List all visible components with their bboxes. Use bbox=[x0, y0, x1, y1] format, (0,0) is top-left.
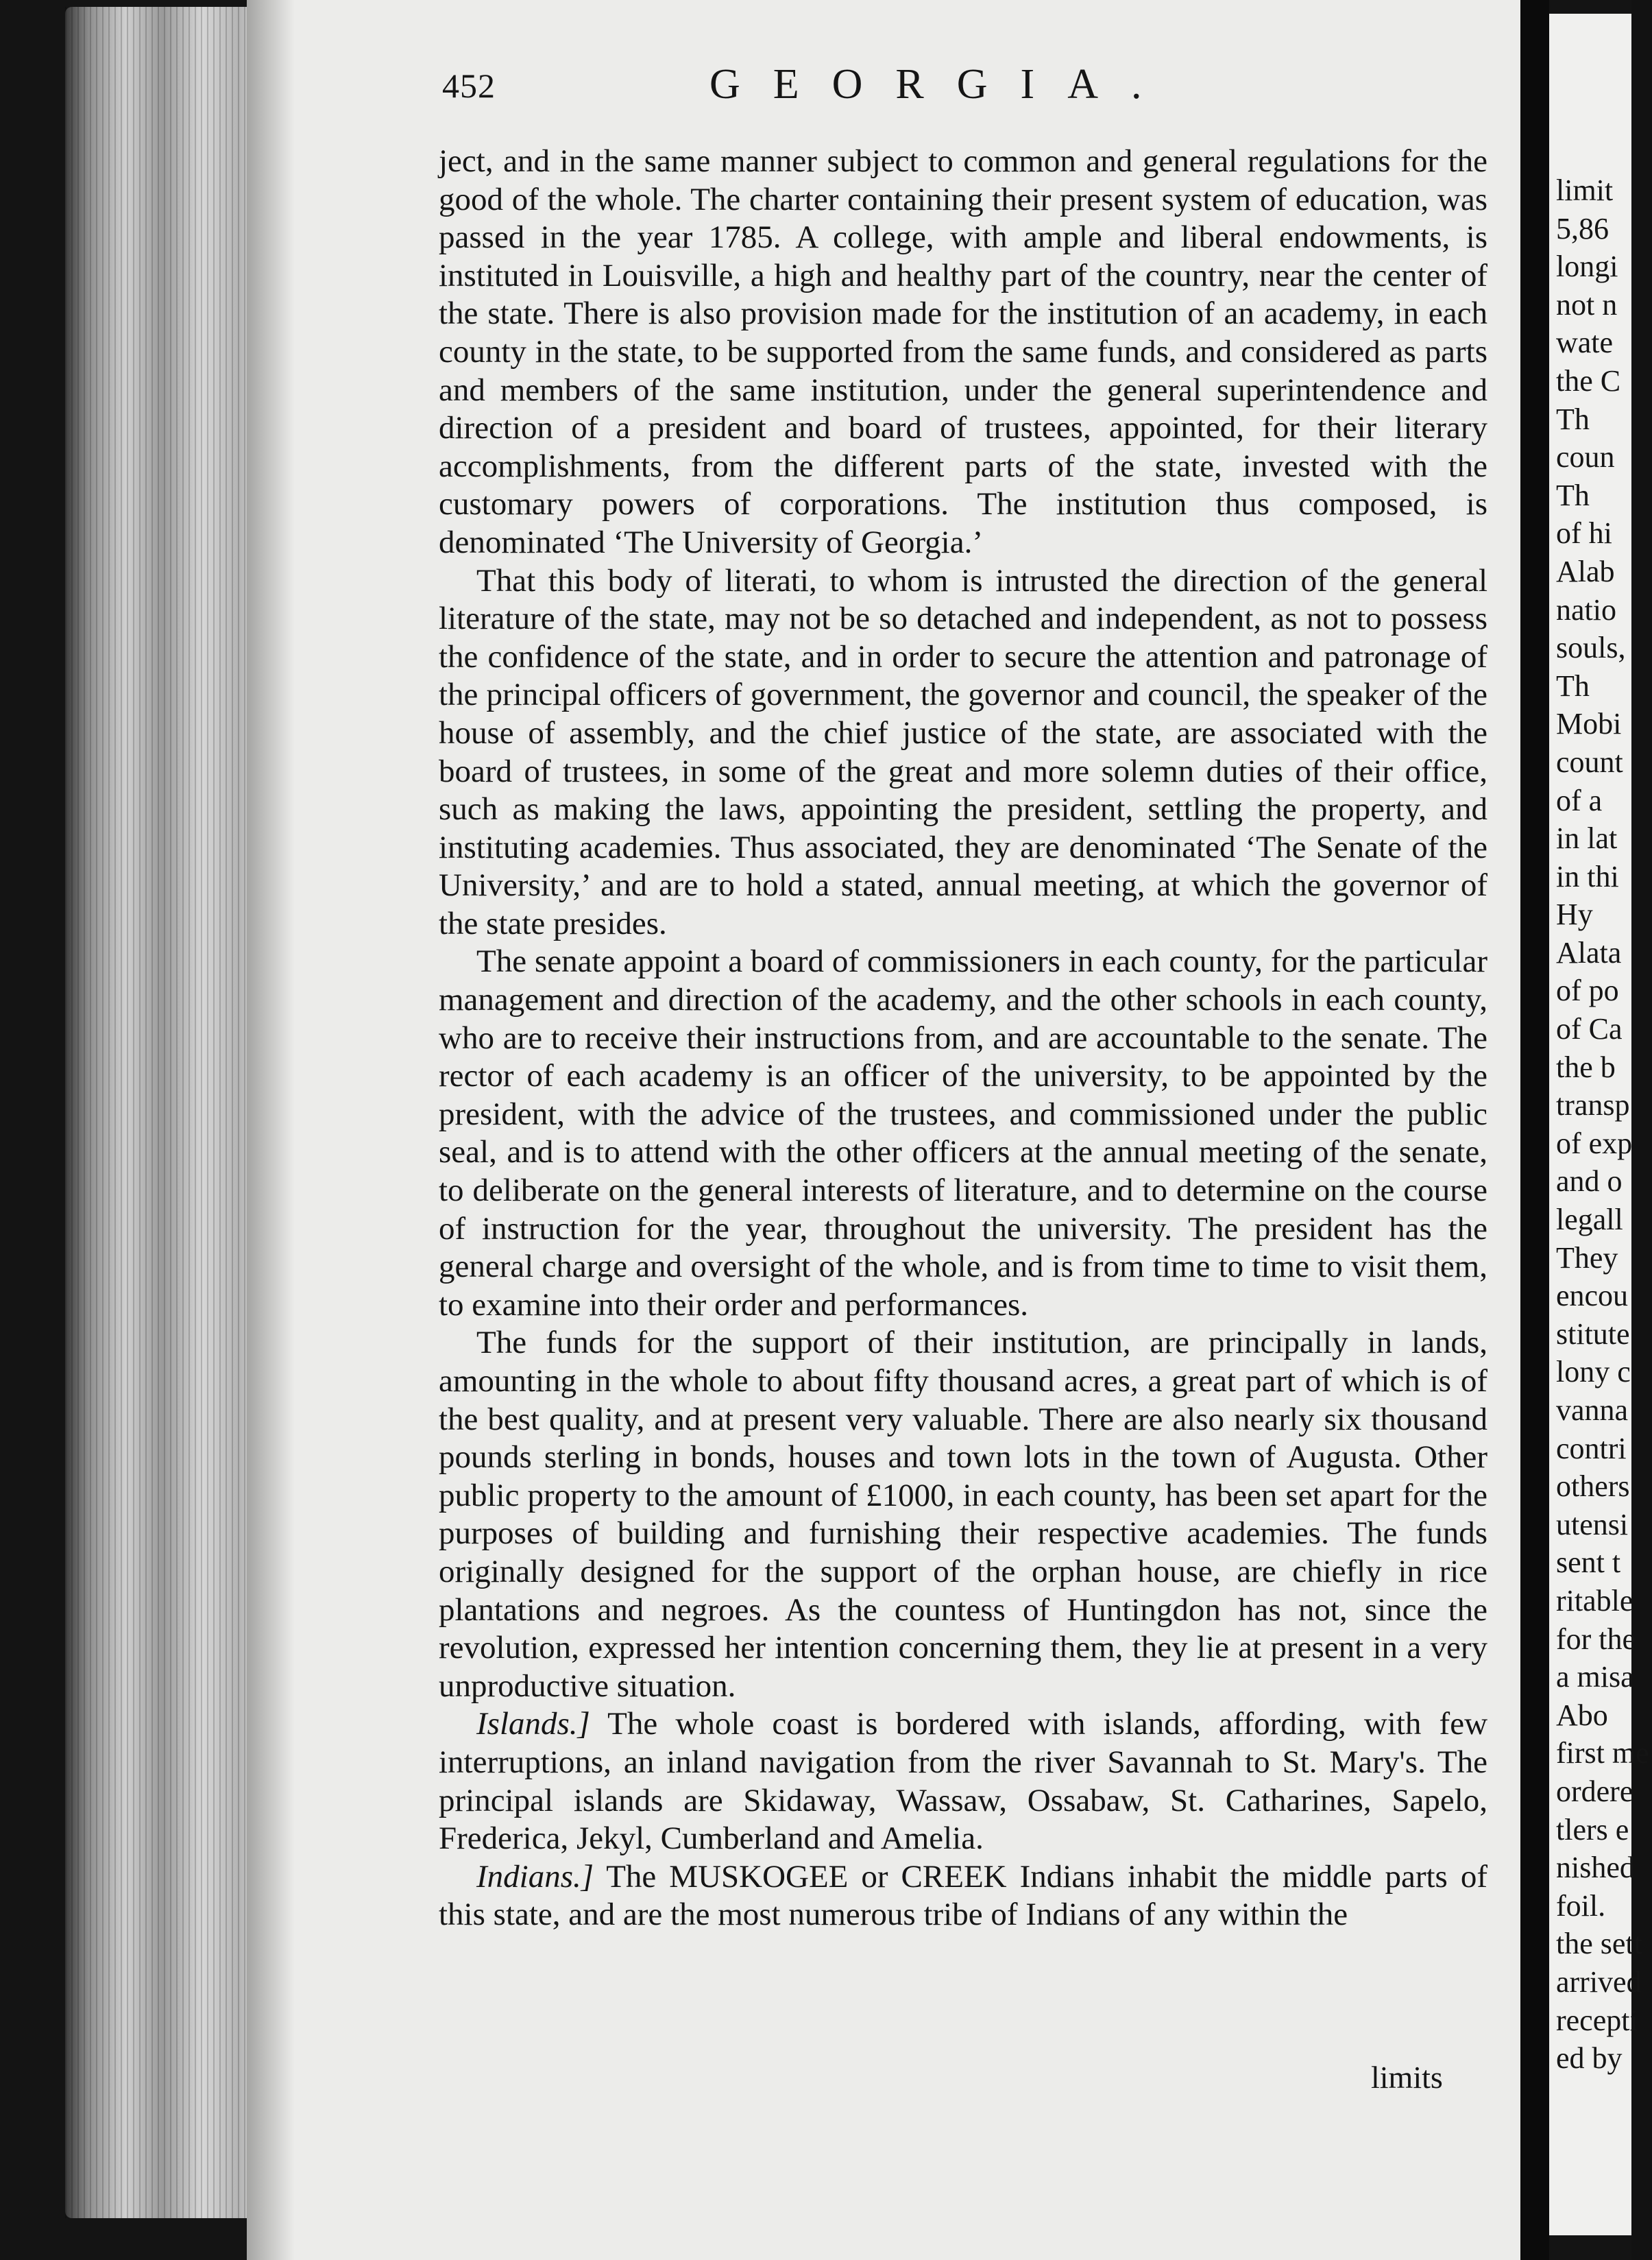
facing-page-line: tlers e bbox=[1556, 1812, 1629, 1847]
facing-page-line: wate bbox=[1556, 326, 1614, 360]
facing-page-line: utensi bbox=[1556, 1507, 1629, 1541]
facing-page-line: contri bbox=[1556, 1431, 1627, 1465]
facing-page-line: coun bbox=[1556, 440, 1615, 474]
paragraph-text: The senate appoint a board of commissioners in each county, for the particular management and direction of the academy, and the other schools in each county, who are to receive their instructions from, and are accountable to the senate. The rector of each academy is an officer of the university, to be appointed by the president, with the advice of the trustees, and commissioned under the public seal, and is to attend with the other officers at the annual meeting of the senate, to deliberate on the general interests of literature, and to determine on the course of instruction for the year, throughout the university. The president has the general charge and oversight of the whole, and is from time to time to visit them, to examine into their order and performances. bbox=[439, 943, 1487, 1323]
facing-page-line: Alata bbox=[1556, 935, 1622, 970]
paragraph-text: That this body of literati, to whom is intrusted the direction of the general literature of the state, may not be so detached and independent, as not to possess the confidence of the state, and in order to secure the attention and patronage of the principal officers of government, the governor and council, the speaker of the house of assembly, and the chief justice of the state, are associated with the board of trustees, in some of the great and more solemn duties of their office, such as making the laws, appointing the president, settling the property, and instituting academies. Thus associated, they are denominated ‘The Senate of the University,’ and are to hold a stated, annual meeting, at which the governor of the state presides. bbox=[439, 562, 1487, 941]
book-page-edges bbox=[65, 7, 267, 2218]
facing-page-line: a misa bbox=[1556, 1660, 1634, 1694]
paragraph-text: The whole coast is bordered with islands, affording, with few interruptions, an inland navigation from the river Savannah to St. Mary's. The principal islands are Skidaway, Wassaw, Ossabaw, St. Catharines, Sapelo, Frederica, Jekyl, Cumberland and Amelia. bbox=[439, 1706, 1488, 1857]
facing-page-line: the C bbox=[1556, 363, 1621, 398]
facing-page-line: 5,86 bbox=[1556, 211, 1609, 245]
facing-page-line: longi bbox=[1556, 250, 1618, 284]
facing-page-line: in lat bbox=[1556, 821, 1618, 856]
facing-page-line: for the bbox=[1556, 1622, 1636, 1656]
facing-page-line: vanna bbox=[1556, 1393, 1629, 1427]
paragraph-text: ject, and in the same manner subject to common and general regulations for the good of the whole. The charter containing their present system of education, was passed in the year 1785. A college, with ample and liberal endowments, is instituted in Louisville, a high and healthy part of the country, near the center of the state. There is also provision made for the institution of an academy, in each county in the state, to be supported from the same funds, and considered as parts and members of the same institution, under the general superintendence and direction of a president and board of trustees, appointed, for their literary accomplishments, from the different parts of the state, invested with the customary powers of corporations. The institution thus composed, is denominated ‘The University of Georgia.’ bbox=[439, 143, 1487, 560]
paragraph-islands bbox=[439, 1705, 1487, 1858]
running-title: GEORGIA. bbox=[709, 61, 1175, 108]
facing-page-line: stitute bbox=[1556, 1317, 1630, 1351]
facing-page-line: the sett bbox=[1556, 1927, 1642, 1961]
paragraph bbox=[439, 562, 1487, 943]
paragraph bbox=[439, 943, 1487, 1324]
facing-page-line: Abo bbox=[1556, 1698, 1608, 1732]
book-gutter bbox=[1520, 0, 1549, 2260]
facing-page-line: ordere bbox=[1556, 1774, 1633, 1808]
paragraph bbox=[439, 143, 1487, 562]
paragraph-text: The funds for the support of their institution, are principally in lands, amounting in the whole to about fifty thousand acres, a great part of which is of the best quality, and at present very valuable. There are also nearly six thousand pounds sterling in bonds, houses and town lots in the town of Augusta. Other public property to the amount of £1000, in each county, has been set apart for the purposes of building and furnishing their respective academies. The funds originally designed for the support of the orphan house, are chiefly in rice plantations and negroes. As the countess of Huntingdon has not, since the revolution, expressed her intention concerning them, they lie at present in a very unproductive situation. bbox=[439, 1325, 1487, 1704]
facing-page-line: recepti bbox=[1556, 2003, 1638, 2037]
facing-page-line: arrived bbox=[1556, 1964, 1642, 1999]
facing-page-line: others bbox=[1556, 1469, 1630, 1504]
running-head bbox=[442, 60, 1470, 115]
facing-page-line: nished bbox=[1556, 1851, 1635, 1885]
facing-page-line: Alab bbox=[1556, 554, 1615, 588]
body-text bbox=[439, 143, 1487, 1934]
facing-page-line: legall bbox=[1556, 1203, 1623, 1237]
side-heading-indians: Indians.] bbox=[476, 1858, 594, 1895]
facing-page-line: and o bbox=[1556, 1164, 1623, 1199]
facing-page-line: They bbox=[1556, 1240, 1618, 1275]
paragraph-indians bbox=[439, 1858, 1487, 1934]
facing-page-line: encou bbox=[1556, 1279, 1629, 1313]
facing-page-line: limit bbox=[1556, 173, 1614, 207]
facing-page-line: natio bbox=[1556, 592, 1616, 627]
catchword: limits bbox=[1371, 2060, 1443, 2095]
facing-page bbox=[1549, 14, 1649, 2235]
facing-page-text bbox=[1556, 171, 1652, 2078]
facing-page-line: Th bbox=[1556, 669, 1590, 703]
facing-page-line: ed by bbox=[1556, 2041, 1623, 2076]
facing-page-line: not n bbox=[1556, 287, 1618, 322]
facing-page-line: first me bbox=[1556, 1736, 1649, 1770]
facing-page-line: foil. bbox=[1556, 1888, 1606, 1923]
facing-page-line: Hy bbox=[1556, 898, 1593, 932]
facing-page-line: the b bbox=[1556, 1050, 1616, 1084]
page-number: 452 bbox=[442, 67, 496, 105]
facing-page-line: Mobi bbox=[1556, 707, 1622, 741]
book-page bbox=[247, 0, 1534, 2260]
facing-page-line: of po bbox=[1556, 974, 1619, 1008]
facing-page-line: in thi bbox=[1556, 859, 1619, 893]
facing-page-line: lony c bbox=[1556, 1355, 1631, 1389]
side-heading-islands: Islands.] bbox=[476, 1706, 590, 1742]
facing-page-line: souls, bbox=[1556, 631, 1626, 665]
paragraph bbox=[439, 1324, 1487, 1705]
facing-page-line: of Ca bbox=[1556, 1012, 1623, 1046]
facing-page-line: sent t bbox=[1556, 1546, 1621, 1580]
facing-page-line: ritable bbox=[1556, 1583, 1633, 1618]
facing-page-line: count bbox=[1556, 745, 1623, 779]
paragraph-text: The MUSKOGEE or CREEK Indians inhabit the middle parts of this state, and are the most numerous tribe of Indians of any within the bbox=[439, 1858, 1487, 1933]
facing-page-line: of a bbox=[1556, 783, 1603, 817]
facing-page-line: Th bbox=[1556, 478, 1590, 512]
facing-page-line: transp bbox=[1556, 1088, 1630, 1122]
facing-page-line: of hi bbox=[1556, 516, 1612, 551]
facing-page-line: of exp bbox=[1556, 1126, 1633, 1160]
facing-page-line: Th bbox=[1556, 402, 1590, 436]
